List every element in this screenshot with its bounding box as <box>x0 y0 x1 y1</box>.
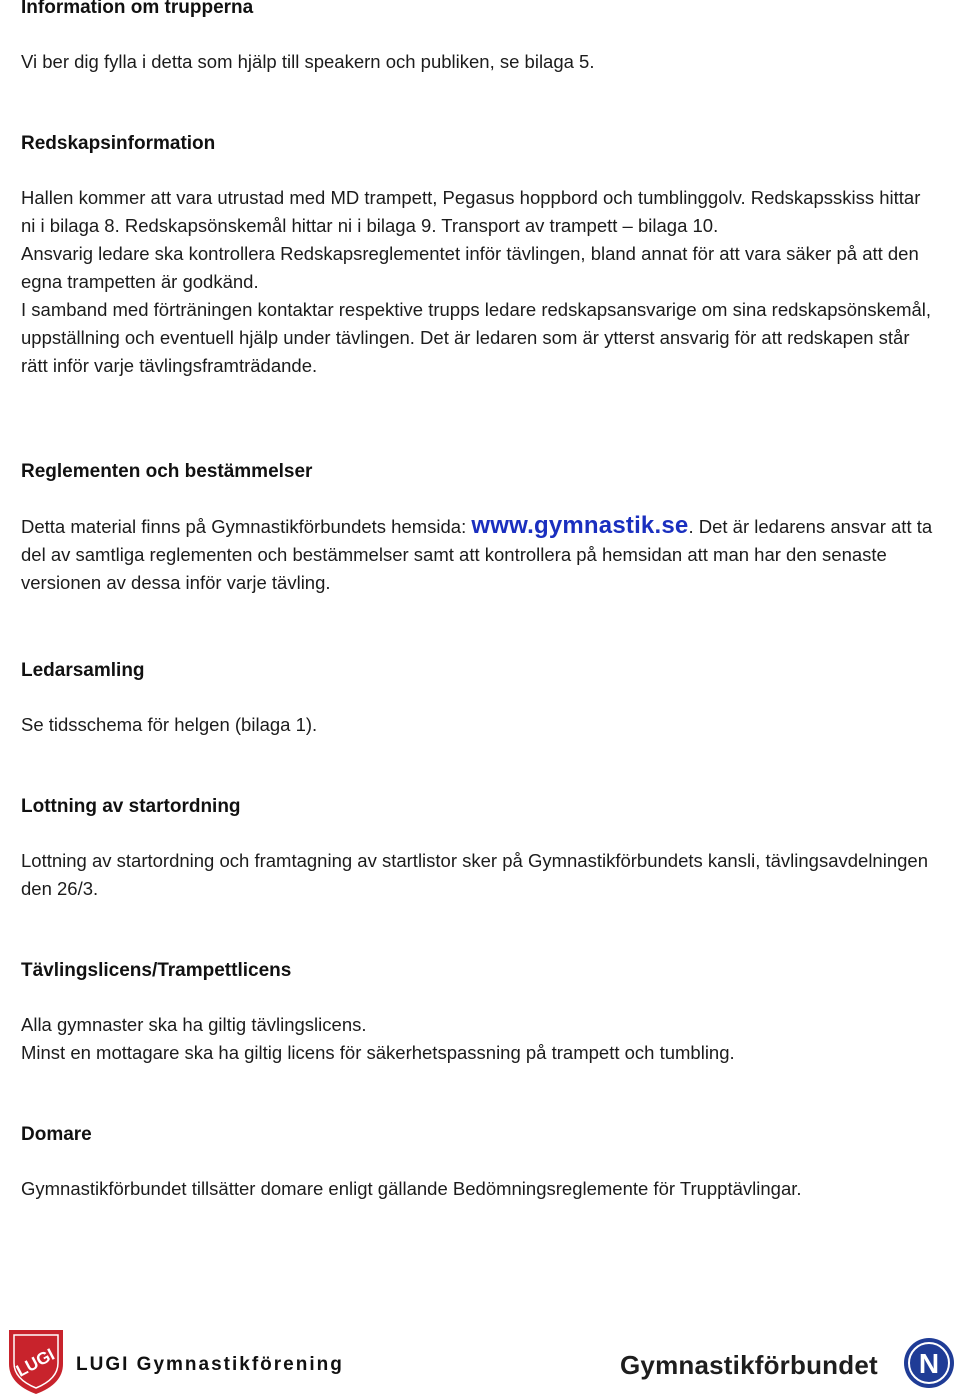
paragraph <box>21 512 936 597</box>
section-lottning <box>21 793 936 903</box>
section-domare <box>21 1121 936 1203</box>
website-link[interactable]: www.gymnastik.se <box>471 512 689 539</box>
section-heading: Ledarsamling <box>21 660 145 681</box>
gymnastikforbundet-name: Gymnastikförbundet <box>620 1350 878 1380</box>
paragraph: Lottning av startordning och framtagning av startlistor sker på Gymnastikförbundets kansli, tävlingsavdelningen den 26/3. <box>21 850 928 899</box>
section-heading: Information om trupperna <box>21 0 254 18</box>
gymnastikforbundet-logo <box>903 1337 955 1389</box>
section-information-om-trupperna <box>21 0 936 76</box>
lugi-name: LUGI Gymnastikförening <box>76 1354 344 1375</box>
paragraph: Hallen kommer att vara utrustad med MD trampett, Pegasus hoppbord och tumblinggolv. Redskapsskiss hittar ni i bilaga 8. Redskapsönskemål hittar ni i bilaga 9. Transport av trampett – bilaga 10. <box>21 187 921 236</box>
section-licens <box>21 957 936 1067</box>
section-redskapsinformation <box>21 130 936 380</box>
paragraph: Vi ber dig fylla i detta som hjälp till speakern och publiken, se bilaga 5. <box>21 51 595 72</box>
svg-text:N: N <box>918 1348 940 1379</box>
paragraph: Se tidsschema för helgen (bilaga 1). <box>21 714 318 735</box>
paragraph: Ansvarig ledare ska kontrollera Redskapsreglementet inför tävlingen, bland annat för att vara säker på att den egna trampetten är godkänd. <box>21 243 919 292</box>
svg-text:LUGI: LUGI <box>12 1344 58 1381</box>
section-heading: Redskapsinformation <box>21 133 216 154</box>
paragraph: Minst en mottagare ska ha giltig licens för säkerhetspassning på trampett och tumbling. <box>21 1042 735 1063</box>
paragraph: Alla gymnaster ska ha giltig tävlingslicens. <box>21 1014 367 1035</box>
section-ledarsamling <box>21 657 936 739</box>
paragraph: I samband med förträningen kontaktar respektive trupps ledare redskapsansvarige om sina redskapsönskemål, uppställning och eventuell hjälp under tävlingen. Det är ledaren som är ytterst ansvarig för att redskapen står rätt inför varje tävlingsframträdande. <box>21 299 932 376</box>
section-reglementen <box>21 458 936 597</box>
paragraph: Gymnastikförbundet tillsätter domare enligt gällande Bedömningsreglemente för Trupptävlingar. <box>21 1178 802 1199</box>
section-heading: Domare <box>21 1124 92 1145</box>
paragraph-intro: Detta material finns på Gymnastikförbundets hemsida: <box>21 516 472 537</box>
section-heading: Lottning av startordning <box>21 796 241 817</box>
lugi-shield-logo <box>6 1326 66 1396</box>
section-heading: Reglementen och bestämmelser <box>21 461 313 482</box>
page-footer <box>0 1318 960 1399</box>
paragraph-rest: . Det är ledarens ansvar att ta del av samtliga reglementen och bestämmelser samt att kontrollera på hemsidan att man har den senaste versionen av dessa inför varje tävling. <box>21 516 933 593</box>
section-heading: Tävlingslicens/Trampettlicens <box>21 960 292 981</box>
